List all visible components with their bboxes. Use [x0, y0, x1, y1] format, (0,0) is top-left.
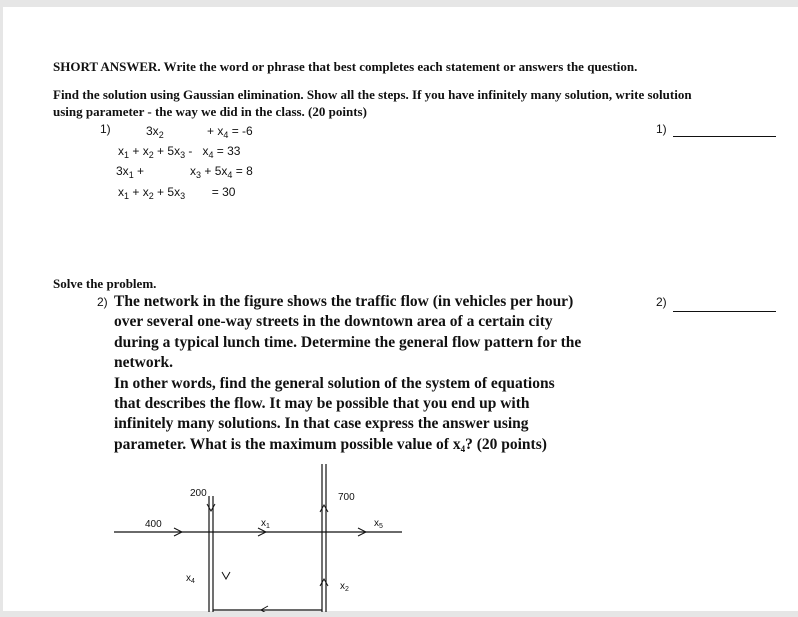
problem1-number: 1): [100, 122, 111, 136]
viewer-top-edge: [0, 0, 798, 7]
equation-3-rest: $x_3 + 5x_4 = 8$: [190, 164, 253, 180]
problem2-last-line: parameter. What is the maximum possible value of $x_4$? (20 points): [114, 435, 547, 454]
label-x5: $x_5$: [374, 518, 383, 530]
equation-3-term-1: $3x_1$ +: [116, 164, 145, 180]
arrow-700-up: [320, 505, 328, 512]
arrow-x2-up: [320, 579, 328, 586]
problem2-number: 2): [97, 295, 108, 309]
equation-1-term-1: $3x_2$: [146, 124, 164, 140]
equation-4: $x_1 + x_2 + 5x_3$ = 30: [118, 185, 236, 201]
viewer-left-edge: [0, 0, 3, 617]
label-700: 700: [338, 492, 355, 503]
problem2-line: that describes the flow. It may be possible that you end up with: [114, 395, 530, 413]
problem2-line: during a typical lunch time. Determine the general flow pattern for the: [114, 333, 582, 351]
problem2-line: network.: [114, 354, 173, 372]
label-x2: $x_2$: [340, 581, 349, 593]
problem2-line: over several one-way streets in the downtown area of a certain city: [114, 313, 553, 331]
equation-2: $x_1 + x_2 + 5x_3 - x_4 = 33$: [118, 144, 241, 160]
label-200: 200: [190, 488, 207, 499]
problem1-instructions-line2: using parameter - the way we did in the class. (20 points): [53, 104, 367, 119]
label-x1: $x_1$: [261, 518, 270, 530]
arrow-bottom-left: [261, 606, 268, 612]
answer-1-blank[interactable]: [673, 136, 776, 137]
equation-1-rest: + $x_4 = -6$: [207, 124, 253, 140]
answer-1-number: 1): [656, 122, 667, 136]
answer-2-number: 2): [656, 295, 667, 309]
problem2-line: infinitely many solutions. In that case express the answer using: [114, 415, 529, 433]
arrow-x4-down: [222, 572, 230, 579]
answer-2-blank[interactable]: [673, 311, 776, 312]
label-x4: $x_4$: [186, 573, 195, 585]
label-400: 400: [145, 519, 162, 530]
problem2-line: In other words, find the general solution of the system of equations: [114, 374, 555, 392]
problem2-line: The network in the figure shows the traffic flow (in vehicles per hour): [114, 293, 574, 310]
section-header: SHORT ANSWER. Write the word or phrase that best completes each statement or answers the question.: [53, 59, 638, 74]
problem1-instructions-line1: Find the solution using Gaussian elimination. Show all the steps. If you have infinitely many solution, write solution: [53, 87, 692, 102]
traffic-network-diagram: [108, 460, 408, 612]
section-solve-the-problem: Solve the problem.: [53, 276, 157, 291]
arrow-200-down: [207, 504, 215, 511]
problem2-text: [114, 292, 654, 455]
